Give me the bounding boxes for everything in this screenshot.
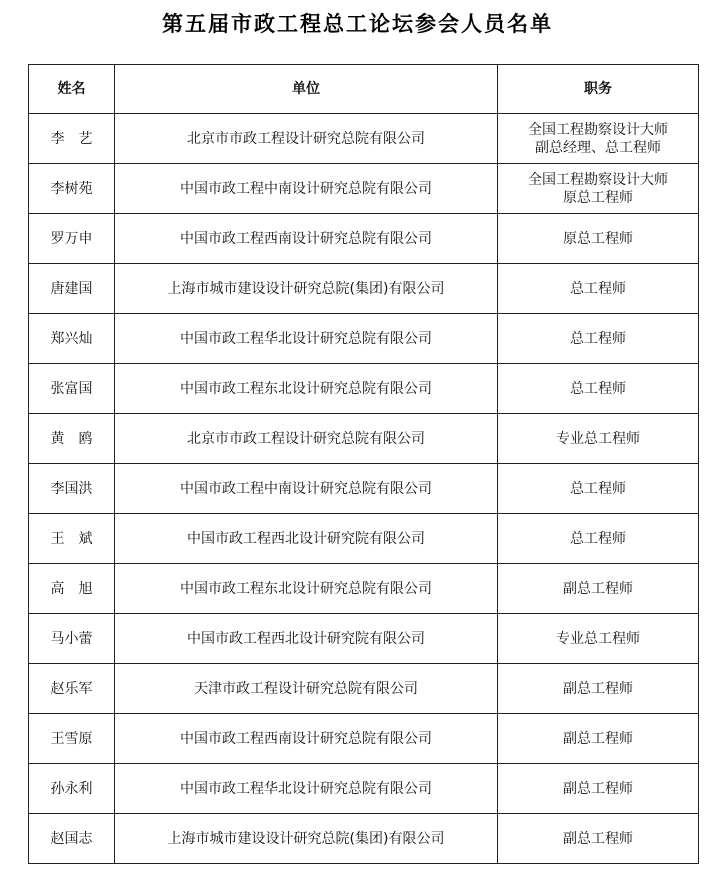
table-row bbox=[29, 264, 699, 314]
attendee-position bbox=[498, 414, 699, 464]
position-line: 全国工程勘察设计大师 bbox=[528, 171, 668, 188]
header-row bbox=[29, 65, 699, 114]
table-row bbox=[29, 164, 699, 214]
attendee-organization: 北京市市政工程设计研究总院有限公司 bbox=[115, 114, 498, 164]
attendee-name: 李 艺 bbox=[29, 114, 115, 164]
attendee-name: 李国洪 bbox=[29, 464, 115, 514]
position-line: 专业总工程师 bbox=[556, 430, 640, 447]
attendee-position bbox=[498, 114, 699, 164]
table-row bbox=[29, 764, 699, 814]
table-row bbox=[29, 614, 699, 664]
table-row bbox=[29, 314, 699, 364]
attendee-name: 孙永利 bbox=[29, 764, 115, 814]
table-row bbox=[29, 714, 699, 764]
table-body bbox=[29, 114, 699, 864]
header-name: 姓名 bbox=[29, 65, 115, 114]
attendee-position bbox=[498, 464, 699, 514]
attendee-name: 唐建国 bbox=[29, 264, 115, 314]
attendee-name: 马小蕾 bbox=[29, 614, 115, 664]
attendee-position bbox=[498, 214, 699, 264]
attendee-name: 王 斌 bbox=[29, 514, 115, 564]
attendee-position bbox=[498, 814, 699, 864]
table-row bbox=[29, 814, 699, 864]
position-line: 总工程师 bbox=[570, 530, 626, 547]
attendee-name: 李树苑 bbox=[29, 164, 115, 214]
attendee-position bbox=[498, 364, 699, 414]
attendee-organization: 天津市政工程设计研究总院有限公司 bbox=[115, 664, 498, 714]
position-line: 总工程师 bbox=[570, 330, 626, 347]
table-row bbox=[29, 664, 699, 714]
attendee-position bbox=[498, 314, 699, 364]
position-line: 总工程师 bbox=[570, 480, 626, 497]
attendee-position bbox=[498, 164, 699, 214]
attendee-organization: 中国市政工程中南设计研究总院有限公司 bbox=[115, 464, 498, 514]
table-row bbox=[29, 514, 699, 564]
attendee-name: 赵乐军 bbox=[29, 664, 115, 714]
position-line: 副总经理、总工程师 bbox=[535, 139, 661, 156]
attendee-organization: 北京市市政工程设计研究总院有限公司 bbox=[115, 414, 498, 464]
position-line: 副总工程师 bbox=[563, 680, 633, 697]
position-line: 原总工程师 bbox=[563, 189, 633, 206]
attendee-position bbox=[498, 564, 699, 614]
attendee-name: 郑兴灿 bbox=[29, 314, 115, 364]
position-line: 副总工程师 bbox=[563, 580, 633, 597]
attendee-name: 王雪原 bbox=[29, 714, 115, 764]
attendee-organization: 中国市政工程西北设计研究院有限公司 bbox=[115, 514, 498, 564]
table-row bbox=[29, 214, 699, 264]
attendee-position bbox=[498, 714, 699, 764]
attendee-organization: 上海市城市建设设计研究总院(集团)有限公司 bbox=[115, 264, 498, 314]
attendee-organization: 中国市政工程华北设计研究总院有限公司 bbox=[115, 764, 498, 814]
attendee-organization: 中国市政工程西北设计研究院有限公司 bbox=[115, 614, 498, 664]
attendee-name: 罗万申 bbox=[29, 214, 115, 264]
position-line: 总工程师 bbox=[570, 380, 626, 397]
table-row bbox=[29, 464, 699, 514]
table-row bbox=[29, 414, 699, 464]
attendee-organization: 中国市政工程东北设计研究总院有限公司 bbox=[115, 364, 498, 414]
position-line: 副总工程师 bbox=[563, 830, 633, 847]
position-line: 全国工程勘察设计大师 bbox=[528, 121, 668, 138]
attendee-position bbox=[498, 514, 699, 564]
header-position: 职务 bbox=[498, 65, 699, 114]
page-title: 第五届市政工程总工论坛参会人员名单 bbox=[162, 11, 553, 36]
table-row bbox=[29, 114, 699, 164]
position-line: 原总工程师 bbox=[563, 230, 633, 247]
attendee-organization: 中国市政工程西南设计研究总院有限公司 bbox=[115, 214, 498, 264]
attendee-table bbox=[28, 64, 699, 864]
position-line: 副总工程师 bbox=[563, 730, 633, 747]
position-line: 总工程师 bbox=[570, 280, 626, 297]
header-org: 单位 bbox=[115, 65, 498, 114]
table-row bbox=[29, 564, 699, 614]
attendee-position bbox=[498, 264, 699, 314]
attendee-organization: 中国市政工程东北设计研究总院有限公司 bbox=[115, 564, 498, 614]
position-line: 副总工程师 bbox=[563, 780, 633, 797]
position-line: 专业总工程师 bbox=[556, 630, 640, 647]
table-row bbox=[29, 364, 699, 414]
attendee-name: 黄 鸥 bbox=[29, 414, 115, 464]
attendee-name: 高 旭 bbox=[29, 564, 115, 614]
attendee-position bbox=[498, 614, 699, 664]
table-header bbox=[29, 65, 699, 114]
attendee-organization: 上海市城市建设设计研究总院(集团)有限公司 bbox=[115, 814, 498, 864]
attendee-name: 张富国 bbox=[29, 364, 115, 414]
attendee-organization: 中国市政工程西南设计研究总院有限公司 bbox=[115, 714, 498, 764]
attendee-position bbox=[498, 764, 699, 814]
attendee-organization: 中国市政工程华北设计研究总院有限公司 bbox=[115, 314, 498, 364]
attendee-name: 赵国志 bbox=[29, 814, 115, 864]
attendee-position bbox=[498, 664, 699, 714]
attendee-organization: 中国市政工程中南设计研究总院有限公司 bbox=[115, 164, 498, 214]
